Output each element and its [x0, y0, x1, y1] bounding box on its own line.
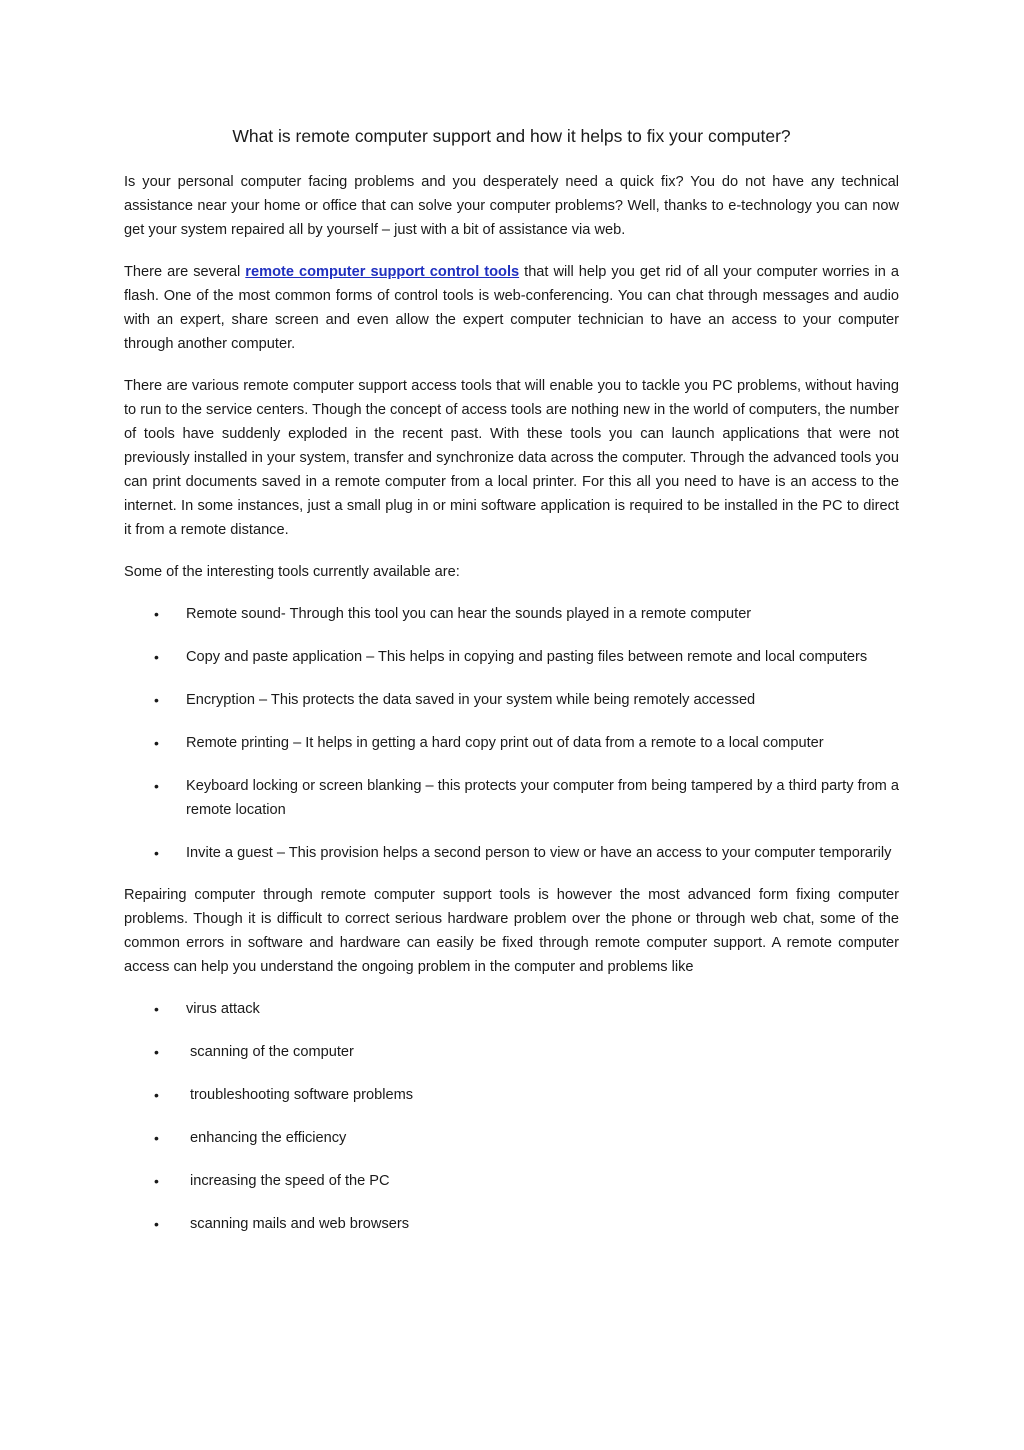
bullet-icon: •: [154, 735, 159, 751]
list-item-text: troubleshooting software problems: [190, 1087, 414, 1103]
list-item-text: Remote printing – It helps in getting a hard copy print out of data from a remote to a local computer: [186, 735, 824, 751]
list-item-text: Invite a guest – This provision helps a second person to view or have an access to your computer temporarily: [186, 845, 892, 861]
tools-list: [124, 602, 899, 865]
list-item: [124, 841, 899, 865]
list-item-text: increasing the speed of the PC: [190, 1173, 390, 1189]
repair-paragraph: Repairing computer through remote computer support tools is however the most advanced form fixing computer problems. Though it is difficult to correct serious hardware problem over the phone or through web chat, some of the common errors in software and hardware can easily be fixed through remote computer support. A remote computer access can help you understand the ongoing problem in the computer and problems like: [124, 887, 899, 975]
list-item: [124, 731, 899, 755]
document-page: [124, 124, 899, 1255]
tools-list-intro: Some of the interesting tools currently available are:: [124, 564, 460, 580]
list-item: [124, 997, 899, 1021]
bullet-icon: •: [154, 1173, 159, 1189]
list-item-text: virus attack: [186, 1001, 260, 1017]
remote-support-tools-link[interactable]: remote computer support control tools: [245, 264, 520, 280]
list-item-text: scanning of the computer: [190, 1044, 354, 1060]
list-item-text: Keyboard locking or screen blanking – this protects your computer from being tampered by a third party from a remote location: [186, 778, 899, 818]
bullet-icon: •: [154, 1001, 159, 1017]
list-item: [124, 1126, 899, 1150]
bullet-icon: •: [154, 649, 159, 665]
problems-list: [124, 997, 899, 1236]
list-item: [124, 688, 899, 712]
list-item: [124, 645, 899, 669]
access-tools-paragraph: There are various remote computer support access tools that will enable you to tackle you PC problems, without having to run to the service centers. Though the concept of access tools are nothing new in the world of computers, the number of tools have suddenly exploded in the recent past. With these tools you can launch applications that were not previously installed in your system, transfer and synchronize data across the computer. Through the advanced tools you can print documents saved in a remote computer from a local printer. For this all you need to have is an access to the internet. In some instances, just a small plug in or mini software application is required to be installed in the PC to direct it from a remote distance.: [124, 378, 899, 538]
bullet-icon: •: [154, 692, 159, 708]
tools-paragraph: [124, 260, 899, 356]
list-item: [124, 1212, 899, 1236]
list-item-text: Remote sound- Through this tool you can hear the sounds played in a remote computer: [186, 606, 752, 622]
list-item-text: scanning mails and web browsers: [190, 1216, 410, 1232]
bullet-icon: •: [154, 1216, 159, 1232]
bullet-icon: •: [154, 778, 159, 794]
intro-paragraph: Is your personal computer facing problems and you desperately need a quick fix? You do not have any technical assistance near your home or office that can solve your computer problems? Well, thanks to e-technology you can now get your system repaired all by yourself – just with a bit of assistance via web.: [124, 174, 899, 238]
bullet-icon: •: [154, 1130, 159, 1146]
list-item-text: Encryption – This protects the data saved in your system while being remotely accessed: [186, 692, 756, 708]
tools-paragraph-lead: There are several: [124, 264, 246, 280]
list-item: [124, 1083, 899, 1107]
list-item: [124, 1040, 899, 1064]
bullet-icon: •: [154, 845, 159, 861]
document-title: What is remote computer support and how it helps to fix your computer?: [232, 126, 791, 146]
bullet-icon: •: [154, 606, 159, 622]
list-item: [124, 774, 899, 822]
list-item-text: enhancing the efficiency: [190, 1130, 347, 1146]
bullet-icon: •: [154, 1087, 159, 1103]
list-item: [124, 602, 899, 626]
bullet-icon: •: [154, 1044, 159, 1060]
tools-paragraph-rest: that will help you get rid of all your computer worries in a flash. One of the most common forms of control tools is web-conferencing. You can chat through messages and audio with an expert, share screen and even allow the expert computer technician to have an access to your computer through another computer.: [124, 264, 899, 352]
list-item: [124, 1169, 899, 1193]
list-item-text: Copy and paste application – This helps in copying and pasting files between remote and local computers: [186, 649, 868, 665]
